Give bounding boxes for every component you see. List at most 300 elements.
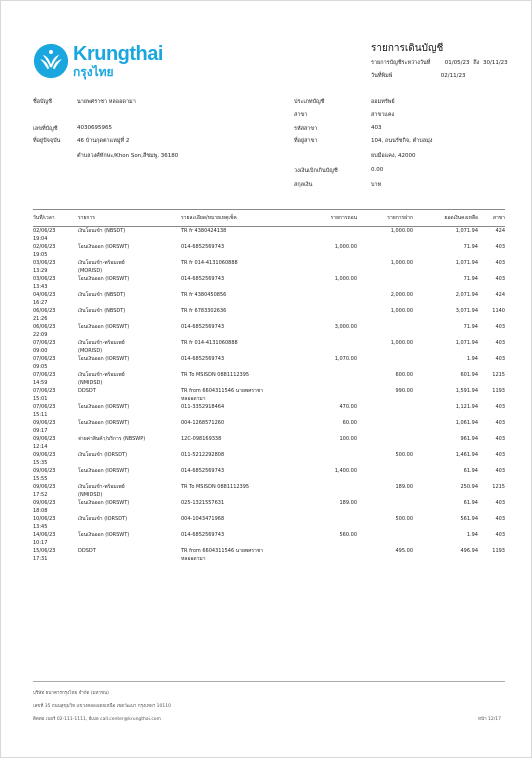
table-row <box>33 499 505 515</box>
row-balance <box>413 547 478 563</box>
row-deposit <box>357 275 413 291</box>
row-date-line2: 13:29 <box>33 268 48 274</box>
row-description <box>78 387 181 403</box>
row-date <box>33 291 78 307</box>
row-description-text: โอนเงินออก (IORSWT) <box>78 404 130 410</box>
row-description-text: จ่ายค่าสินค้า/บริการ (NBSWP) <box>78 436 146 442</box>
row-withdraw-text: 1,000.00 <box>334 276 357 282</box>
row-description <box>78 371 181 387</box>
row-description-text: โอนเงินออก (IORSWT) <box>78 468 130 474</box>
row-detail-text: TR fr 014-4131060888 <box>181 340 238 346</box>
row-branch-text: 424 <box>495 228 505 234</box>
header-branch: สาขา <box>478 210 505 227</box>
row-deposit <box>357 515 413 531</box>
row-description-text: โอนเงินออก (IORSWT) <box>78 276 130 282</box>
row-date-line2: 22:09 <box>33 332 48 338</box>
row-date-text: 07/06/23 <box>33 388 56 394</box>
row-withdraw-text: 1,400.00 <box>334 468 357 474</box>
row-balance-text: 1.94 <box>466 532 478 538</box>
row-deposit <box>357 355 413 371</box>
row-branch <box>478 483 505 499</box>
print-date-label: วันที่พิมพ์ <box>371 73 393 79</box>
row-description <box>78 291 181 307</box>
row-description-text: เงินโอนเข้า (IORSDT) <box>78 516 128 522</box>
account-name-label: ชื่อบัญชี <box>33 99 52 105</box>
row-withdraw <box>301 483 357 499</box>
row-description-text: DDSDT <box>78 548 96 554</box>
row-description-text: เงินโอนเข้า-พร้อมเพย์ <box>78 340 125 346</box>
row-balance <box>413 515 478 531</box>
row-date-line2: 15:55 <box>33 476 48 482</box>
row-date-text: 09/06/23 <box>33 452 56 458</box>
row-balance <box>413 451 478 467</box>
table-row <box>33 515 505 531</box>
row-description <box>78 403 181 419</box>
row-date-line2: 19:04 <box>33 236 48 242</box>
row-date <box>33 499 78 515</box>
row-branch-text: 1215 <box>492 484 505 490</box>
row-description-text: เงินโอนเข้า (NBSDT) <box>78 308 126 314</box>
branch-code-value: 403 <box>371 125 382 131</box>
print-date-value: 02/11/23 <box>440 73 466 79</box>
print-date-row <box>371 72 465 80</box>
row-deposit-text: 500.00 <box>395 452 413 458</box>
row-withdraw <box>301 435 357 451</box>
row-deposit-text: 495.00 <box>395 548 413 554</box>
row-detail-text: TR from 6604311546 นายพศราชา <box>181 388 264 394</box>
row-detail-text: 025-1321557631 <box>181 500 225 506</box>
row-branch <box>478 531 505 547</box>
row-branch <box>478 435 505 451</box>
row-withdraw <box>301 419 357 435</box>
row-balance-text: 961.94 <box>460 436 478 442</box>
row-balance <box>413 259 478 275</box>
branch-value: สาขาแคง <box>371 112 395 118</box>
row-withdraw <box>301 403 357 419</box>
row-withdraw <box>301 355 357 371</box>
row-balance <box>413 435 478 451</box>
row-balance-text: 1,461.94 <box>455 452 478 458</box>
row-detail <box>181 323 301 339</box>
row-date <box>33 355 78 371</box>
row-deposit <box>357 451 413 467</box>
address-line2: ตำบลวงศ์ทักษะ/Khon Son,สีชมพู, 36180 <box>77 153 179 159</box>
row-date-text: 09/06/23 <box>33 500 56 506</box>
period-start: 01/05/23 <box>444 60 470 66</box>
row-withdraw-text: 60.00 <box>342 420 357 426</box>
row-description <box>78 547 181 563</box>
row-deposit <box>357 307 413 323</box>
row-date-line2: 19:05 <box>33 252 48 258</box>
row-balance-text: 71.94 <box>463 276 478 282</box>
account-type-label: ประเภทบัญชี <box>294 99 325 105</box>
row-description <box>78 259 181 275</box>
table-row <box>33 355 505 371</box>
row-branch <box>478 451 505 467</box>
row-description-text: DDSDT <box>78 388 96 394</box>
row-withdraw <box>301 307 357 323</box>
row-branch <box>478 387 505 403</box>
row-date <box>33 227 78 244</box>
row-detail-text: 004-1268571260 <box>181 420 225 426</box>
row-detail <box>181 451 301 467</box>
row-date-line2: 09:05 <box>33 364 48 370</box>
row-deposit <box>357 323 413 339</box>
row-balance <box>413 387 478 403</box>
row-deposit <box>357 419 413 435</box>
row-date <box>33 371 78 387</box>
row-description-text: โอนเงินออก (IORSWT) <box>78 324 130 330</box>
row-branch <box>478 275 505 291</box>
row-detail-text: TR fr 6783302636 <box>181 308 227 314</box>
row-withdraw-text: 1,000.00 <box>334 244 357 250</box>
account-type-value: ออมทรัพย์ <box>371 99 395 105</box>
row-date-text: 07/06/23 <box>33 340 56 346</box>
row-detail <box>181 243 301 259</box>
table-row <box>33 435 505 451</box>
table-row <box>33 339 505 355</box>
table-row <box>33 467 505 483</box>
row-description <box>78 467 181 483</box>
header-description: รายการ <box>78 210 181 227</box>
row-balance <box>413 499 478 515</box>
row-date <box>33 387 78 403</box>
row-branch <box>478 467 505 483</box>
row-description <box>78 355 181 371</box>
row-withdraw <box>301 371 357 387</box>
row-detail-text: 014-6852569743 <box>181 532 225 538</box>
row-balance-text: 601.94 <box>460 372 478 378</box>
row-branch-text: 1215 <box>492 372 505 378</box>
row-withdraw <box>301 531 357 547</box>
row-description-text: เงินโอนเข้า (NBSDT) <box>78 292 126 298</box>
row-date-line2: 21:26 <box>33 316 48 322</box>
row-detail-text: 014-6852569743 <box>181 324 225 330</box>
row-deposit <box>357 403 413 419</box>
row-balance <box>413 323 478 339</box>
row-description-text: เงินโอนเข้า-พร้อมเพย์ <box>78 260 125 266</box>
header-balance: ยอดเงินคงเหลือ <box>413 210 478 227</box>
row-description-line2: (NMIDSD) <box>78 380 103 386</box>
page-number: หน้า 12/17 <box>478 717 501 722</box>
row-date-line2: 15:01 <box>33 396 48 402</box>
row-detail <box>181 291 301 307</box>
row-detail <box>181 339 301 355</box>
row-withdraw-text: 560.00 <box>339 532 357 538</box>
row-balance-text: 61.94 <box>463 500 478 506</box>
row-date-line2: 16:27 <box>33 300 48 306</box>
row-deposit-text: 990.00 <box>395 388 413 394</box>
row-date <box>33 243 78 259</box>
row-deposit <box>357 259 413 275</box>
row-description <box>78 531 181 547</box>
row-detail-text: 12C-098169338 <box>181 436 222 442</box>
row-description-text: โอนเงินออก (IORSWT) <box>78 244 130 250</box>
row-withdraw-text: 3,000.00 <box>334 324 357 330</box>
row-branch-text: 403 <box>495 500 505 506</box>
row-date-line2: 17:52 <box>33 492 48 498</box>
krungthai-bird-icon <box>33 43 69 79</box>
row-description <box>78 227 181 244</box>
overdraft-label: วงเงินเบิกเกินบัญชี <box>294 168 338 174</box>
row-branch <box>478 403 505 419</box>
row-date-text: 07/06/23 <box>33 356 56 362</box>
row-detail-text: TR fr 014-4131060888 <box>181 260 238 266</box>
row-withdraw <box>301 323 357 339</box>
row-balance-text: 1,061.94 <box>455 420 478 426</box>
row-description <box>78 451 181 467</box>
row-deposit <box>357 483 413 499</box>
footer-company: บริษัท ธนาคารกรุงไทย จำกัด (มหาชน) <box>33 691 109 696</box>
row-detail-line2: หลออดามา <box>181 396 206 402</box>
row-description <box>78 499 181 515</box>
row-date <box>33 275 78 291</box>
row-description-text: โอนเงินออก (IORSWT) <box>78 500 130 506</box>
row-branch-text: 403 <box>495 340 505 346</box>
row-deposit-text: 1,000.00 <box>390 228 413 234</box>
table-row <box>33 531 505 547</box>
row-date-line2: 12:14 <box>33 444 48 450</box>
row-branch-text: 1193 <box>492 548 505 554</box>
branch-address-line2: ยบมือแคง, 42000 <box>371 153 416 159</box>
row-balance <box>413 403 478 419</box>
row-date <box>33 259 78 275</box>
row-deposit-text: 1,000.00 <box>390 340 413 346</box>
row-date-text: 14/06/23 <box>33 532 56 538</box>
period-label: รายการบัญชีระหว่างวันที่ <box>371 60 431 66</box>
table-row <box>33 307 505 323</box>
row-date-line2: 13:45 <box>33 524 48 530</box>
row-description-text: โอนเงินออก (IORSWT) <box>78 356 130 362</box>
row-description <box>78 419 181 435</box>
table-row <box>33 419 505 435</box>
branch-address-line1: 104, ถนนรัชกิจ, ตำบลมุ่ง <box>371 138 433 144</box>
account-number-label: เลขที่บัญชี <box>33 126 58 132</box>
row-description <box>78 275 181 291</box>
row-detail-line2: หลออดามา <box>181 556 206 562</box>
row-branch <box>478 259 505 275</box>
row-withdraw <box>301 467 357 483</box>
row-branch <box>478 323 505 339</box>
row-branch <box>478 547 505 563</box>
footer-contact: ติดต่อ เบอร์ 02-111-1111, อีเมล call.center@krungthai.com <box>33 717 161 722</box>
row-deposit <box>357 243 413 259</box>
row-detail-text: 014-6852569743 <box>181 276 225 282</box>
row-date <box>33 307 78 323</box>
row-date-text: 02/06/23 <box>33 244 56 250</box>
table-row <box>33 227 505 244</box>
row-detail <box>181 355 301 371</box>
row-branch-text: 1140 <box>492 308 505 314</box>
row-branch <box>478 371 505 387</box>
row-branch-text: 403 <box>495 260 505 266</box>
address-label: ที่อยู่ปัจจุบัน <box>33 138 61 144</box>
row-detail-text: 014-6852569743 <box>181 244 225 250</box>
row-balance-text: 1,591.94 <box>455 388 478 394</box>
row-balance <box>413 339 478 355</box>
row-detail <box>181 467 301 483</box>
row-date <box>33 323 78 339</box>
row-detail-text: TR fr 4380424138 <box>181 228 227 234</box>
address-line1: 46 บ้านกุดตาแหมู่ที่ 2 <box>77 138 130 144</box>
table-row <box>33 547 505 563</box>
row-detail-text: 011-3352918464 <box>181 404 225 410</box>
row-withdraw <box>301 275 357 291</box>
row-description-text: โอนเงินออก (IORSWT) <box>78 420 130 426</box>
row-deposit <box>357 291 413 307</box>
row-date <box>33 403 78 419</box>
footer-address: เลขที่ 35 ถนนสุขุมวิท แขวงคลองเตยเหนือ เขตวัฒนา กรุงเทพฯ 10110 <box>33 704 171 709</box>
row-date-text: 07/06/23 <box>33 404 56 410</box>
row-branch-text: 403 <box>495 516 505 522</box>
row-withdraw <box>301 387 357 403</box>
row-balance-text: 1,071.94 <box>455 228 478 234</box>
row-withdraw <box>301 499 357 515</box>
branch-label: สาขา <box>294 112 308 118</box>
row-detail-text: 004-1043471968 <box>181 516 225 522</box>
row-branch <box>478 339 505 355</box>
row-detail <box>181 531 301 547</box>
row-date-text: 02/06/23 <box>33 228 56 234</box>
row-branch <box>478 419 505 435</box>
row-description-line2: (MORISD) <box>78 268 103 274</box>
row-description <box>78 323 181 339</box>
row-detail-text: 011-5212292808 <box>181 452 225 458</box>
krungthai-logo <box>33 41 173 81</box>
header-detail: รายละเอียด/หมายเหตุเช็ค <box>181 210 301 227</box>
row-deposit <box>357 435 413 451</box>
row-branch <box>478 307 505 323</box>
row-balance-text: 496.94 <box>460 548 478 554</box>
row-detail <box>181 275 301 291</box>
row-withdraw-text: 189.00 <box>339 500 357 506</box>
row-date <box>33 467 78 483</box>
row-withdraw-text: 1,070.00 <box>334 356 357 362</box>
row-withdraw <box>301 339 357 355</box>
row-description <box>78 435 181 451</box>
row-deposit-text: 2,000.00 <box>390 292 413 298</box>
row-balance <box>413 371 478 387</box>
row-detail <box>181 499 301 515</box>
row-branch-text: 403 <box>495 324 505 330</box>
branch-info <box>294 98 504 193</box>
row-description-text: เงินโอนเข้า-พร้อมเพย์ <box>78 484 125 490</box>
branch-code-label: รหัสสาขา <box>294 126 318 132</box>
table-row <box>33 291 505 307</box>
row-date-line2: 18:08 <box>33 508 48 514</box>
statement-period <box>371 59 508 67</box>
row-branch <box>478 243 505 259</box>
account-name-value: นายพศราชา หลออดามา <box>77 99 136 105</box>
table-row <box>33 259 505 275</box>
row-date-text: 04/06/23 <box>33 292 56 298</box>
brand-name-en: Krungthai <box>73 43 163 65</box>
row-branch-text: 403 <box>495 276 505 282</box>
row-detail-text: TR To MSISDN 0881112395 <box>181 484 250 490</box>
row-date <box>33 435 78 451</box>
row-deposit <box>357 531 413 547</box>
row-balance-text: 1,071.94 <box>455 340 478 346</box>
transactions-body <box>33 227 505 564</box>
row-balance <box>413 275 478 291</box>
row-deposit <box>357 499 413 515</box>
row-date-line2: 09:00 <box>33 348 48 354</box>
row-detail <box>181 227 301 244</box>
row-date-text: 09/06/23 <box>33 468 56 474</box>
period-end: 30/11/23 <box>482 60 508 66</box>
row-date-text: 03/06/23 <box>33 276 56 282</box>
row-branch <box>478 515 505 531</box>
row-detail <box>181 515 301 531</box>
transactions-table <box>33 209 505 563</box>
row-branch-text: 403 <box>495 420 505 426</box>
row-description-line2: (MORISD) <box>78 348 103 354</box>
table-row <box>33 323 505 339</box>
row-date-line2: 17:31 <box>33 556 48 562</box>
row-balance <box>413 355 478 371</box>
row-description-text: โอนเงินออก (IORSWT) <box>78 532 130 538</box>
row-withdraw <box>301 515 357 531</box>
currency-label: สกุลเงิน <box>294 182 313 188</box>
row-description-line2: (NMIDSD) <box>78 492 103 498</box>
row-balance <box>413 291 478 307</box>
row-balance-text: 71.94 <box>463 324 478 330</box>
row-withdraw <box>301 291 357 307</box>
row-withdraw <box>301 227 357 244</box>
row-branch-text: 1193 <box>492 388 505 394</box>
row-deposit <box>357 467 413 483</box>
row-detail <box>181 387 301 403</box>
row-withdraw <box>301 547 357 563</box>
row-detail <box>181 259 301 275</box>
row-date-line2: 10:17 <box>33 540 48 546</box>
row-branch <box>478 291 505 307</box>
row-date <box>33 419 78 435</box>
table-header-row <box>33 210 505 227</box>
row-deposit-text: 600.00 <box>395 372 413 378</box>
currency-value: บาท <box>371 182 382 188</box>
row-branch <box>478 227 505 244</box>
row-balance-text: 2,071.94 <box>455 292 478 298</box>
table-row <box>33 371 505 387</box>
row-detail-text: 014-6852569743 <box>181 356 225 362</box>
footer-divider <box>33 681 505 682</box>
table-row <box>33 403 505 419</box>
row-balance-text: 1.94 <box>466 356 478 362</box>
row-date-text: 10/06/23 <box>33 516 56 522</box>
header-date: วันที่/เวลา <box>33 210 78 227</box>
row-description <box>78 243 181 259</box>
row-branch <box>478 499 505 515</box>
row-date <box>33 547 78 563</box>
row-detail <box>181 403 301 419</box>
row-date <box>33 531 78 547</box>
row-date-text: 09/06/23 <box>33 436 56 442</box>
period-separator: ถึง <box>473 60 480 66</box>
row-date <box>33 339 78 355</box>
table-row <box>33 387 505 403</box>
table-row <box>33 451 505 467</box>
table-row <box>33 275 505 291</box>
row-balance-text: 1,071.94 <box>455 260 478 266</box>
row-detail-text: TR fr 4380450856 <box>181 292 227 298</box>
row-deposit <box>357 547 413 563</box>
row-deposit-text: 1,000.00 <box>390 260 413 266</box>
row-withdraw <box>301 451 357 467</box>
row-branch-text: 403 <box>495 532 505 538</box>
row-detail-text: 014-6852569743 <box>181 468 225 474</box>
row-date-text: 15/06/23 <box>33 548 56 554</box>
